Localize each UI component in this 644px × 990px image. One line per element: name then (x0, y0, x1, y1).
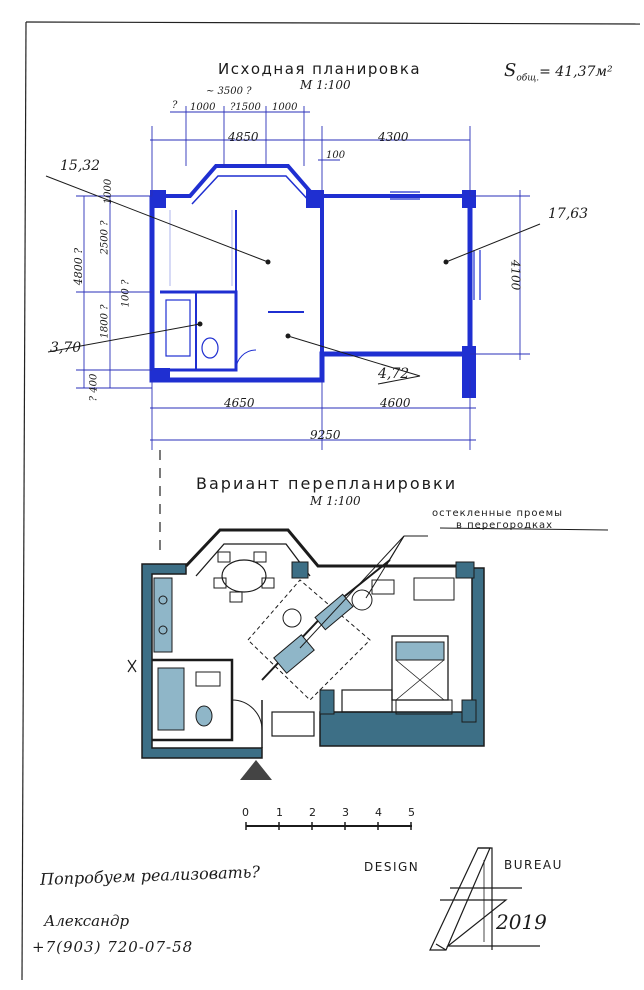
scale-tick-1: 1 (276, 806, 283, 819)
dim-left-400: ? 400 (88, 373, 100, 402)
total-area-symbol: S (504, 60, 517, 81)
dim-top-right: 4300 (378, 130, 409, 144)
brand-bureau: BUREAU (504, 858, 563, 872)
bathroom-walls (160, 292, 236, 370)
dim-left-4800: 4800 ? (72, 247, 86, 286)
dim-bay-right: 1000 (272, 102, 298, 113)
dim-right-4100: 4100 (508, 259, 523, 291)
outer-wall (152, 196, 470, 380)
scale-tick-4: 4 (375, 806, 382, 819)
original-plan-scale: М 1:100 (300, 78, 351, 92)
redesign-plan-scale: М 1:100 (310, 494, 361, 508)
scale-tick-3: 3 (342, 806, 349, 819)
brand-year: 2019 (496, 910, 547, 934)
redesign-plan-title: Вариант перепланировки (196, 474, 458, 493)
kitchen-counter (154, 578, 172, 652)
glazed-openings-note-line1: остекленные проемы (432, 508, 564, 519)
dim-bay-q: ? (172, 100, 178, 111)
dim-top-left: 4850 (228, 130, 259, 144)
scale-tick-2: 2 (309, 806, 316, 819)
dim-wall-100: 100 (326, 150, 346, 161)
dim-bay-mid: ?1500 (230, 102, 261, 113)
dim-bottom-right: 4600 (380, 396, 411, 410)
dining-table (222, 560, 266, 592)
total-area-value: = 41,37м² (539, 64, 613, 80)
dim-bay-left: 1000 (190, 102, 216, 113)
designer-phone: +7(903) 720-07-58 (32, 938, 194, 956)
bay-window-inner (192, 176, 312, 204)
scale-bar (246, 822, 412, 830)
original-floor-plan (46, 106, 540, 450)
slogan: Попробуем реализовать? (39, 862, 261, 889)
total-area-sub: общ. (516, 73, 540, 84)
scale-tick-5: 5 (408, 806, 415, 819)
glazed-openings-note-line2: в перегородках (456, 520, 554, 531)
dim-left-1800: 1800 ? (99, 304, 111, 339)
dim-bottom-left: 4650 (224, 396, 255, 410)
designer-name: Александр (44, 912, 130, 930)
entrance-arrow (240, 760, 272, 780)
brand-design: DESIGN (364, 860, 420, 874)
room-area-hall: 4,72 (378, 366, 410, 382)
total-area (504, 60, 613, 84)
dim-left-100: 100 ? (120, 279, 132, 308)
redesign-floor-plan (128, 528, 608, 780)
room-area-bathroom: 3,70 (50, 340, 82, 356)
original-plan-title: Исходная планировка (218, 60, 422, 78)
dim-bay-approx: ~ 3500 ? (206, 86, 252, 97)
dim-left-2500: 2500 ? (99, 220, 111, 255)
room-area-living: 15,32 (60, 158, 101, 174)
scale-tick-0: 0 (242, 806, 249, 819)
room-area-bedroom: 17,63 (548, 206, 589, 222)
dim-left-1000: 1000 (103, 178, 115, 205)
dim-bottom-total: 9250 (310, 428, 341, 442)
